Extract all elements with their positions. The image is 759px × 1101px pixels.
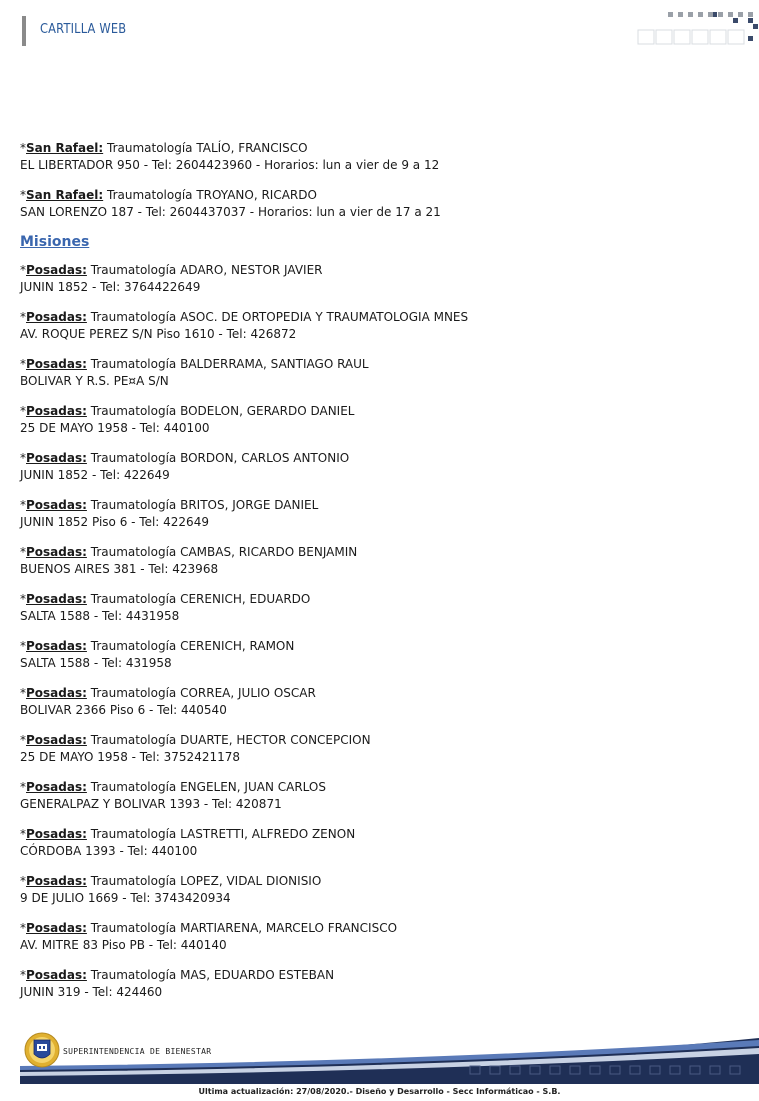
listing-entry <box>20 779 740 813</box>
entry-prefix: * <box>20 733 26 747</box>
entry-prefix: * <box>20 639 26 653</box>
entry-description: Traumatología LOPEZ, VIDAL DIONISIO <box>90 874 322 888</box>
entry-prefix: * <box>20 874 26 888</box>
entry-city-link[interactable]: Posadas: <box>26 921 87 935</box>
listing-entry <box>20 732 740 766</box>
entry-address: BUENOS AIRES 381 - Tel: 423968 <box>20 562 219 576</box>
entry-description: Traumatología ENGELEN, JUAN CARLOS <box>90 780 326 794</box>
entry-description: Traumatología CORREA, JULIO OSCAR <box>90 686 316 700</box>
entry-prefix: * <box>20 498 26 512</box>
header-accent-bar <box>22 16 26 46</box>
entry-title-line <box>20 779 740 796</box>
entry-prefix: * <box>20 827 26 841</box>
entry-description: Traumatología BRITOS, JORGE DANIEL <box>90 498 319 512</box>
entry-address: SALTA 1588 - Tel: 4431958 <box>20 609 180 623</box>
listing-entry <box>20 826 740 860</box>
entry-address: 25 DE MAYO 1958 - Tel: 3752421178 <box>20 750 240 764</box>
entry-prefix: * <box>20 451 26 465</box>
entry-city-link[interactable]: Posadas: <box>26 310 87 324</box>
entry-title-line <box>20 826 740 843</box>
entry-description: Traumatología BORDON, CARLOS ANTONIO <box>90 451 350 465</box>
listing-group-before <box>20 140 740 221</box>
entry-description: Traumatología BALDERRAMA, SANTIAGO RAUL <box>90 357 369 371</box>
listing-group-after <box>20 262 740 1001</box>
entry-address: BOLIVAR 2366 Piso 6 - Tel: 440540 <box>20 703 227 717</box>
page-header <box>0 0 759 60</box>
listing-entry <box>20 140 740 174</box>
listing-entry <box>20 873 740 907</box>
entry-prefix: * <box>20 263 26 277</box>
entry-title-line <box>20 356 740 373</box>
entry-city-link[interactable]: Posadas: <box>26 780 87 794</box>
entry-prefix: * <box>20 310 26 324</box>
entry-city-link[interactable]: Posadas: <box>26 686 87 700</box>
entry-description: Traumatología CERENICH, EDUARDO <box>90 592 311 606</box>
entry-title-line <box>20 685 740 702</box>
entry-prefix: * <box>20 780 26 794</box>
entry-description: Traumatología CAMBAS, RICARDO BENJAMIN <box>90 545 358 559</box>
entry-address: GENERALPAZ Y BOLIVAR 1393 - Tel: 420871 <box>20 797 282 811</box>
entry-prefix: * <box>20 141 26 155</box>
listing-content <box>20 140 740 1014</box>
entry-address: JUNIN 1852 - Tel: 422649 <box>20 468 170 482</box>
entry-title-line <box>20 309 740 326</box>
entry-description: Traumatología DUARTE, HECTOR CONCEPCION <box>90 733 371 747</box>
listing-entry <box>20 685 740 719</box>
listing-entry <box>20 920 740 954</box>
entry-description: Traumatología BODELON, GERARDO DANIEL <box>90 404 355 418</box>
entry-title-line <box>20 140 740 157</box>
entry-address: SAN LORENZO 187 - Tel: 2604437037 - Horarios: lun a vier de 17 a 21 <box>20 205 441 219</box>
entry-title-line <box>20 497 740 514</box>
entry-address: JUNIN 1852 Piso 6 - Tel: 422649 <box>20 515 209 529</box>
entry-address: JUNIN 319 - Tel: 424460 <box>20 985 163 999</box>
entry-description: Traumatología MARTIARENA, MARCELO FRANCISCO <box>90 921 398 935</box>
entry-description: Traumatología TALÍO, FRANCISCO <box>107 141 308 155</box>
organization-name: SUPERINTENDENCIA DE BIENESTAR <box>63 1047 212 1056</box>
entry-address: BOLIVAR Y R.S. PE¤A S/N <box>20 374 169 388</box>
entry-title-line <box>20 591 740 608</box>
entry-prefix: * <box>20 968 26 982</box>
entry-description: Traumatología ASOC. DE ORTOPEDIA Y TRAUMATOLOGIA MNES <box>90 310 469 324</box>
entry-description: Traumatología ADARO, NESTOR JAVIER <box>90 263 323 277</box>
listing-entry <box>20 187 740 221</box>
entry-description: Traumatología LASTRETTI, ALFREDO ZENON <box>90 827 356 841</box>
entry-title-line <box>20 544 740 561</box>
entry-city-link[interactable]: Posadas: <box>26 592 87 606</box>
entry-city-link[interactable]: San Rafael: <box>26 141 104 155</box>
entry-prefix: * <box>20 686 26 700</box>
entry-city-link[interactable]: Posadas: <box>26 451 87 465</box>
entry-prefix: * <box>20 545 26 559</box>
listing-entry <box>20 262 740 296</box>
listing-entry <box>20 591 740 625</box>
entry-city-link[interactable]: Posadas: <box>26 733 87 747</box>
entry-title-line <box>20 187 740 204</box>
province-heading[interactable]: Misiones <box>20 234 90 250</box>
listing-entry <box>20 356 740 390</box>
entry-city-link[interactable]: Posadas: <box>26 968 87 982</box>
entry-city-link[interactable]: Posadas: <box>26 827 87 841</box>
entry-prefix: * <box>20 921 26 935</box>
entry-address: JUNIN 1852 - Tel: 3764422649 <box>20 280 201 294</box>
entry-title-line <box>20 262 740 279</box>
entry-description: Traumatología TROYANO, RICARDO <box>107 188 317 202</box>
entry-prefix: * <box>20 188 26 202</box>
listing-entry <box>20 638 740 672</box>
listing-entry <box>20 403 740 437</box>
entry-address: 25 DE MAYO 1958 - Tel: 440100 <box>20 421 210 435</box>
header-title: CARTILLA WEB <box>40 22 127 37</box>
entry-city-link[interactable]: Posadas: <box>26 404 87 418</box>
entry-prefix: * <box>20 592 26 606</box>
entry-title-line <box>20 967 740 984</box>
entry-description: Traumatología CERENICH, RAMON <box>90 639 295 653</box>
entry-city-link[interactable]: Posadas: <box>26 357 87 371</box>
entry-address: 9 DE JULIO 1669 - Tel: 3743420934 <box>20 891 231 905</box>
entry-title-line <box>20 638 740 655</box>
entry-address: AV. ROQUE PEREZ S/N Piso 1610 - Tel: 426872 <box>20 327 297 341</box>
entry-description: Traumatología MAS, EDUARDO ESTEBAN <box>90 968 335 982</box>
entry-city-link[interactable]: Posadas: <box>26 639 87 653</box>
entry-title-line <box>20 873 740 890</box>
entry-prefix: * <box>20 404 26 418</box>
entry-city-link[interactable]: Posadas: <box>26 263 87 277</box>
header-decoration <box>636 10 759 50</box>
entry-address: AV. MITRE 83 Piso PB - Tel: 440140 <box>20 938 227 952</box>
entry-city-link[interactable]: Posadas: <box>26 545 87 559</box>
entry-title-line <box>20 403 740 420</box>
entry-prefix: * <box>20 357 26 371</box>
listing-entry <box>20 450 740 484</box>
entry-title-line <box>20 732 740 749</box>
entry-city-link[interactable]: Posadas: <box>26 874 87 888</box>
entry-address: EL LIBERTADOR 950 - Tel: 2604423960 - Horarios: lun a vier de 9 a 12 <box>20 158 440 172</box>
listing-entry <box>20 309 740 343</box>
entry-title-line <box>20 920 740 937</box>
entry-city-link[interactable]: Posadas: <box>26 498 87 512</box>
footer-update-text: Ultima actualización: 27/08/2020.- Diseño y Desarrollo - Secc Informáticao - S.B. <box>198 1087 561 1096</box>
listing-entry <box>20 497 740 531</box>
entry-city-link[interactable]: San Rafael: <box>26 188 104 202</box>
organization-seal-icon <box>24 1032 60 1068</box>
listing-entry <box>20 544 740 578</box>
entry-address: CÓRDOBA 1393 - Tel: 440100 <box>20 844 198 858</box>
entry-title-line <box>20 450 740 467</box>
listing-entry <box>20 967 740 1001</box>
entry-address: SALTA 1588 - Tel: 431958 <box>20 656 172 670</box>
